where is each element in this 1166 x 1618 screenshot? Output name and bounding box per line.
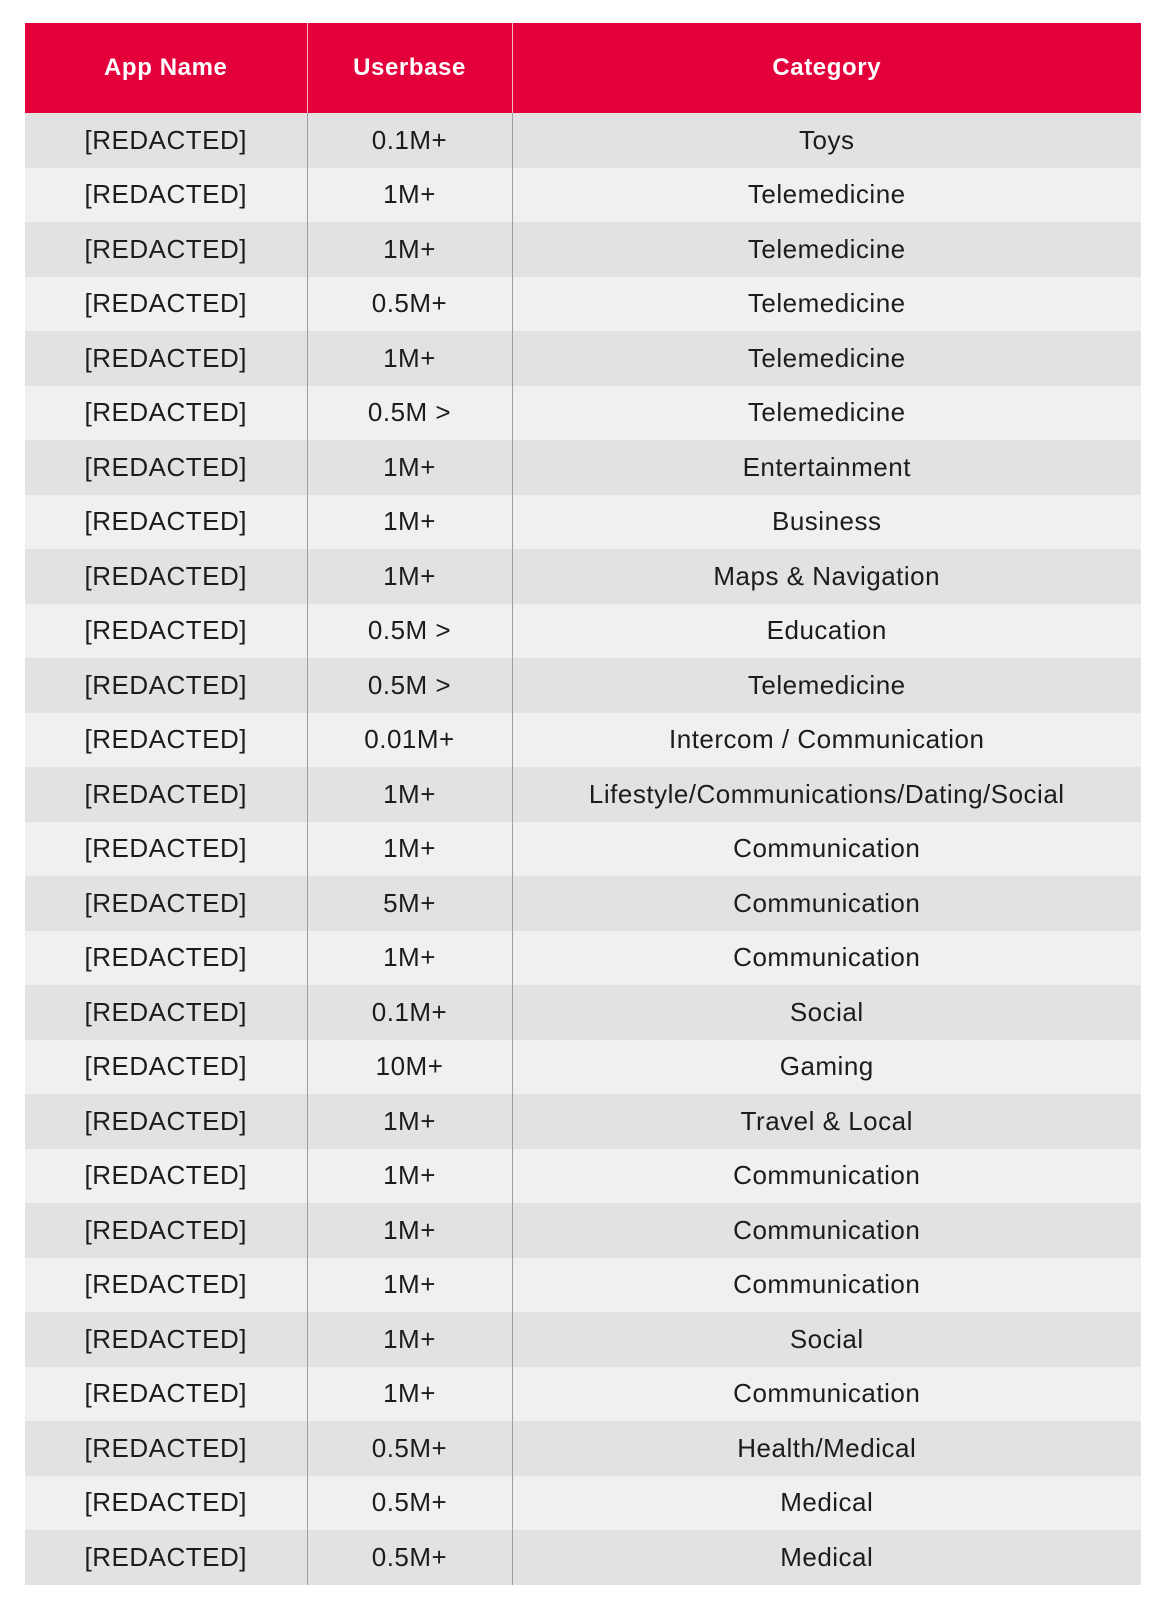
userbase-cell: 0.5M >	[307, 604, 512, 659]
category-cell: Entertainment	[512, 440, 1141, 495]
category-cell: Telemedicine	[512, 222, 1141, 277]
category-cell: Telemedicine	[512, 386, 1141, 441]
app-name-cell: [REDACTED]	[84, 233, 247, 264]
table-row	[25, 386, 1141, 441]
category-cell: Communication	[512, 1367, 1141, 1422]
table-row	[25, 876, 1141, 931]
table-row	[25, 767, 1141, 822]
app-name-cell: [REDACTED]	[84, 1541, 247, 1572]
table-row	[25, 604, 1141, 659]
category-cell: Gaming	[512, 1040, 1141, 1095]
userbase-cell: 0.5M >	[307, 658, 512, 713]
table-row	[25, 1149, 1141, 1204]
userbase-cell: 1M+	[307, 822, 512, 877]
app-name-cell: [REDACTED]	[84, 506, 247, 537]
userbase-cell: 0.5M+	[307, 1421, 512, 1476]
apps-table-container	[25, 23, 1141, 1585]
userbase-cell: 0.5M >	[307, 386, 512, 441]
app-name-cell: [REDACTED]	[84, 560, 247, 591]
table-row	[25, 658, 1141, 713]
table-row	[25, 331, 1141, 386]
table-row	[25, 822, 1141, 877]
userbase-cell: 1M+	[307, 495, 512, 550]
table-row	[25, 1312, 1141, 1367]
userbase-cell: 1M+	[307, 331, 512, 386]
userbase-cell: 0.5M+	[307, 1530, 512, 1585]
app-name-cell: [REDACTED]	[84, 342, 247, 373]
category-cell: Medical	[512, 1530, 1141, 1585]
category-cell: Telemedicine	[512, 277, 1141, 332]
app-name-cell: [REDACTED]	[84, 1269, 247, 1300]
table-row	[25, 931, 1141, 986]
category-cell: Communication	[512, 1258, 1141, 1313]
column-header-userbase: Userbase	[307, 23, 512, 113]
category-cell: Maps & Navigation	[512, 549, 1141, 604]
userbase-cell: 1M+	[307, 549, 512, 604]
app-name-cell: [REDACTED]	[84, 1160, 247, 1191]
userbase-cell: 1M+	[307, 168, 512, 223]
userbase-cell: 0.1M+	[307, 113, 512, 168]
userbase-cell: 1M+	[307, 440, 512, 495]
app-name-cell: [REDACTED]	[84, 996, 247, 1027]
table-row	[25, 277, 1141, 332]
app-name-cell: [REDACTED]	[84, 1214, 247, 1245]
userbase-cell: 1M+	[307, 931, 512, 986]
category-cell: Business	[512, 495, 1141, 550]
table-row	[25, 440, 1141, 495]
table-row	[25, 222, 1141, 277]
app-name-cell: [REDACTED]	[84, 124, 247, 155]
userbase-cell: 1M+	[307, 1203, 512, 1258]
category-cell: Travel & Local	[512, 1094, 1141, 1149]
userbase-cell: 1M+	[307, 1312, 512, 1367]
table-row	[25, 1476, 1141, 1531]
userbase-cell: 10M+	[307, 1040, 512, 1095]
table-row	[25, 1421, 1141, 1476]
userbase-cell: 1M+	[307, 222, 512, 277]
app-name-cell: [REDACTED]	[84, 1378, 247, 1409]
table-row	[25, 1367, 1141, 1422]
app-name-cell: [REDACTED]	[84, 451, 247, 482]
table-row	[25, 1094, 1141, 1149]
category-cell: Social	[512, 1312, 1141, 1367]
userbase-cell: 1M+	[307, 767, 512, 822]
category-cell: Communication	[512, 822, 1141, 877]
table-row	[25, 113, 1141, 168]
app-name-cell: [REDACTED]	[84, 288, 247, 319]
table-row	[25, 1040, 1141, 1095]
app-name-cell: [REDACTED]	[84, 1432, 247, 1463]
table-row	[25, 1203, 1141, 1258]
userbase-cell: 0.5M+	[307, 1476, 512, 1531]
app-name-cell: [REDACTED]	[84, 942, 247, 973]
app-name-cell: [REDACTED]	[84, 833, 247, 864]
userbase-cell: 1M+	[307, 1367, 512, 1422]
userbase-cell: 1M+	[307, 1258, 512, 1313]
category-cell: Social	[512, 985, 1141, 1040]
category-cell: Telemedicine	[512, 658, 1141, 713]
table-row	[25, 495, 1141, 550]
table-row	[25, 168, 1141, 223]
apps-table	[25, 23, 1141, 1585]
app-name-cell: [REDACTED]	[84, 778, 247, 809]
app-name-cell: [REDACTED]	[84, 1323, 247, 1354]
app-name-cell: [REDACTED]	[84, 1051, 247, 1082]
table-row	[25, 549, 1141, 604]
userbase-cell: 1M+	[307, 1094, 512, 1149]
table-row	[25, 985, 1141, 1040]
category-cell: Health/Medical	[512, 1421, 1141, 1476]
app-name-cell: [REDACTED]	[84, 397, 247, 428]
category-cell: Communication	[512, 876, 1141, 931]
category-cell: Medical	[512, 1476, 1141, 1531]
userbase-cell: 5M+	[307, 876, 512, 931]
table-row	[25, 1258, 1141, 1313]
table-row	[25, 1530, 1141, 1585]
category-cell: Telemedicine	[512, 331, 1141, 386]
category-cell: Lifestyle/Communications/Dating/Social	[512, 767, 1141, 822]
column-header-app-name: App Name	[25, 23, 307, 113]
app-name-cell: [REDACTED]	[84, 669, 247, 700]
app-name-cell: [REDACTED]	[84, 1105, 247, 1136]
category-cell: Intercom / Communication	[512, 713, 1141, 768]
userbase-cell: 0.1M+	[307, 985, 512, 1040]
table-row	[25, 713, 1141, 768]
column-header-category: Category	[512, 23, 1141, 113]
table-header-row	[25, 23, 1141, 113]
category-cell: Communication	[512, 931, 1141, 986]
category-cell: Communication	[512, 1203, 1141, 1258]
table-header	[25, 23, 1141, 113]
category-cell: Toys	[512, 113, 1141, 168]
userbase-cell: 1M+	[307, 1149, 512, 1204]
category-cell: Communication	[512, 1149, 1141, 1204]
app-name-cell: [REDACTED]	[84, 1487, 247, 1518]
userbase-cell: 0.5M+	[307, 277, 512, 332]
category-cell: Education	[512, 604, 1141, 659]
app-name-cell: [REDACTED]	[84, 724, 247, 755]
app-name-cell: [REDACTED]	[84, 179, 247, 210]
app-name-cell: [REDACTED]	[84, 887, 247, 918]
userbase-cell: 0.01M+	[307, 713, 512, 768]
table-body	[25, 113, 1141, 1585]
category-cell: Telemedicine	[512, 168, 1141, 223]
app-name-cell: [REDACTED]	[84, 615, 247, 646]
